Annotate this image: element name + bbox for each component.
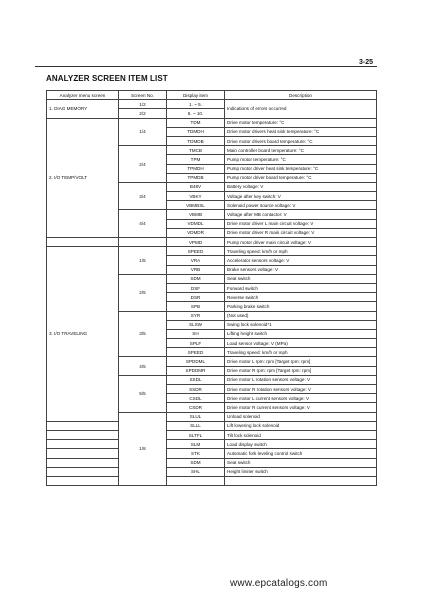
top-rule [35,66,377,67]
display-item-cell: SLLL [167,421,225,430]
display-item-cell: VRA [167,256,225,265]
screen-no-cell [119,238,167,247]
description-cell: Drive motor R rotation sensors voltage: V [225,385,377,394]
description-cell: Unload solenoid [225,412,377,421]
watermark: www.epcatalogs.com [230,578,328,589]
screen-no-cell: 4/4 [119,210,167,238]
screen-no-cell: 1/4 [119,118,167,146]
menu-screen-cell [47,440,119,449]
display-item-cell: CSDR [167,403,225,412]
description-cell: Automatic fork leveling control switch [225,449,377,458]
screen-no-cell: 2/4 [119,146,167,183]
table-row [47,100,377,109]
description-cell: Seat switch [225,274,377,283]
display-item-cell: VBKY [167,192,225,201]
description-cell: Pump motor driver board temperature: °C [225,173,377,182]
page-heading: ANALYZER SCREEN ITEM LIST [46,74,168,83]
display-item-cell: SLUL [167,412,225,421]
description-cell: (Not used) [225,311,377,320]
display-item-cell: CSDL [167,394,225,403]
table-row [47,440,377,449]
display-item-cell: SSDR [167,385,225,394]
header-menu-screen: Analyzer menu screen [47,91,119,100]
description-cell: Traveling speed: km/h or mph [225,348,377,357]
table-row [47,421,377,430]
menu-screen-cell: 1. DIAG MEMORY [47,100,119,118]
description-cell: Load display switch [225,440,377,449]
analyzer-item-table [46,90,377,486]
description-cell: Seat switch [225,458,377,467]
screen-no-cell: 3/5 [119,311,167,357]
display-item-cell: SPEED [167,348,225,357]
display-item-cell: DSF [167,283,225,292]
display-item-cell: TDM [167,118,225,127]
description-cell: Main controller board temperature: °C [225,146,377,155]
description-cell: Parking brake switch [225,302,377,311]
menu-screen-cell [47,476,119,485]
menu-screen-cell [47,458,119,467]
display-item-cell: TMCB [167,146,225,155]
display-item-cell: SYR [167,311,225,320]
description-cell: Drive motor driver R main circuit voltage: V [225,228,377,237]
description-cell: Drive motor driver L main circuit voltage: V [225,219,377,228]
menu-screen-cell: 3. I/O TRAVELING [47,247,119,422]
description-cell: Load sensor voltage: V (MPa) [225,339,377,348]
description-cell [225,476,377,485]
display-item-cell: TDMDH [167,127,225,136]
screen-no-cell: 3/4 [119,182,167,210]
description-cell: Drive motor R rpm: rpm [Target rpm: rpm] [225,366,377,375]
description-cell: Solenoid power source voltage: V [225,201,377,210]
display-item-cell: SPLF [167,339,225,348]
table-row [47,118,377,127]
description-cell: Drive motor R current sensors voltage: V [225,403,377,412]
screen-no-cell: 1/5 [119,247,167,275]
description-cell: Indications of errors occurred [225,100,377,118]
table-row [47,458,377,467]
display-item-cell: 1. ~ 5. [167,100,225,109]
menu-screen-cell: 2. I/O TEMP/VOLT [47,118,119,237]
description-cell: Tilt lock solenoid [225,430,377,439]
screen-no-cell: 1/8 [119,412,167,486]
menu-screen-cell [47,238,119,247]
display-item-cell: DSR [167,293,225,302]
display-item-cell: SH [167,329,225,338]
display-item-cell: SLSW [167,320,225,329]
display-item-cell: VRB [167,265,225,274]
display-item-cell: SLTFL [167,430,225,439]
header-description: Description [225,91,377,100]
screen-no-cell: 5/5 [119,375,167,412]
display-item-cell: VDMDR [167,228,225,237]
display-item-cell: SSDL [167,375,225,384]
description-cell: Swing lock solenoid*1 [225,320,377,329]
display-item-cell [167,476,225,485]
display-item-cell: SDM [167,274,225,283]
display-item-cell: TPMDH [167,164,225,173]
display-item-cell: VPMD [167,238,225,247]
display-item-cell: SDM [167,458,225,467]
table-row [47,467,377,476]
description-cell: Battery voltage: V [225,182,377,191]
description-cell: Drive motor temperature: °C [225,118,377,127]
menu-screen-cell [47,430,119,439]
display-item-cell: VDMDL [167,219,225,228]
description-cell: Pump motor driver main circuit voltage: V [225,238,377,247]
display-item-cell: SPB [167,302,225,311]
display-item-cell: TDMDB [167,136,225,145]
display-item-cell: VBMB [167,210,225,219]
display-item-cell: TPMDB [167,173,225,182]
display-item-cell: SPDDMR [167,366,225,375]
description-cell: Accelerator sensors voltage: V [225,256,377,265]
description-cell: Forward switch [225,283,377,292]
description-cell: Voltage after key switch: V [225,192,377,201]
page-number: 3-25 [358,59,373,66]
description-cell: Pump motor temperature: °C [225,155,377,164]
menu-screen-cell [47,449,119,458]
description-cell: Traveling speed: km/h or mph [225,247,377,256]
description-cell: Drive motor L current sensors voltage: V [225,394,377,403]
header-screen-no: Screen No. [119,91,167,100]
description-cell: Brake sensors voltage: V [225,265,377,274]
display-item-cell: SPDDML [167,357,225,366]
description-cell: Lifting height switch [225,329,377,338]
menu-screen-cell [47,421,119,430]
table-row [47,449,377,458]
table-row [47,247,377,256]
table-row [47,430,377,439]
table-header-row [47,91,377,100]
display-item-cell: STK [167,449,225,458]
description-cell: Drive motor L rotation sensors voltage: V [225,375,377,384]
description-cell: Drive motor L rpm: rpm [Target rpm: rpm] [225,357,377,366]
menu-screen-cell [47,467,119,476]
header-display-item: Display item [167,91,225,100]
description-cell: Pump motor driver heat sink temperature: °C [225,164,377,173]
description-cell: Drive motor drivers heat sink temperature: °C [225,127,377,136]
display-item-cell: TPM [167,155,225,164]
display-item-cell: 6. ~ 10. [167,109,225,118]
display-item-cell: SLM [167,440,225,449]
display-item-cell: SHL [167,467,225,476]
description-cell: Height limiter switch [225,467,377,476]
description-cell: Voltage after MB contactor: V [225,210,377,219]
description-cell: Reverse switch [225,293,377,302]
description-cell: Lift lowering lock solenoid [225,421,377,430]
screen-no-cell: 2/2 [119,109,167,118]
display-item-cell: B48V [167,182,225,191]
screen-no-cell: 4/5 [119,357,167,375]
screen-no-cell: 2/5 [119,274,167,311]
display-item-cell: SPEED [167,247,225,256]
description-cell: Drive motor drivers board temperature: °C [225,136,377,145]
table-row [47,238,377,247]
table-row [47,476,377,485]
screen-no-cell: 1/2 [119,100,167,109]
display-item-cell: VBMBSL [167,201,225,210]
